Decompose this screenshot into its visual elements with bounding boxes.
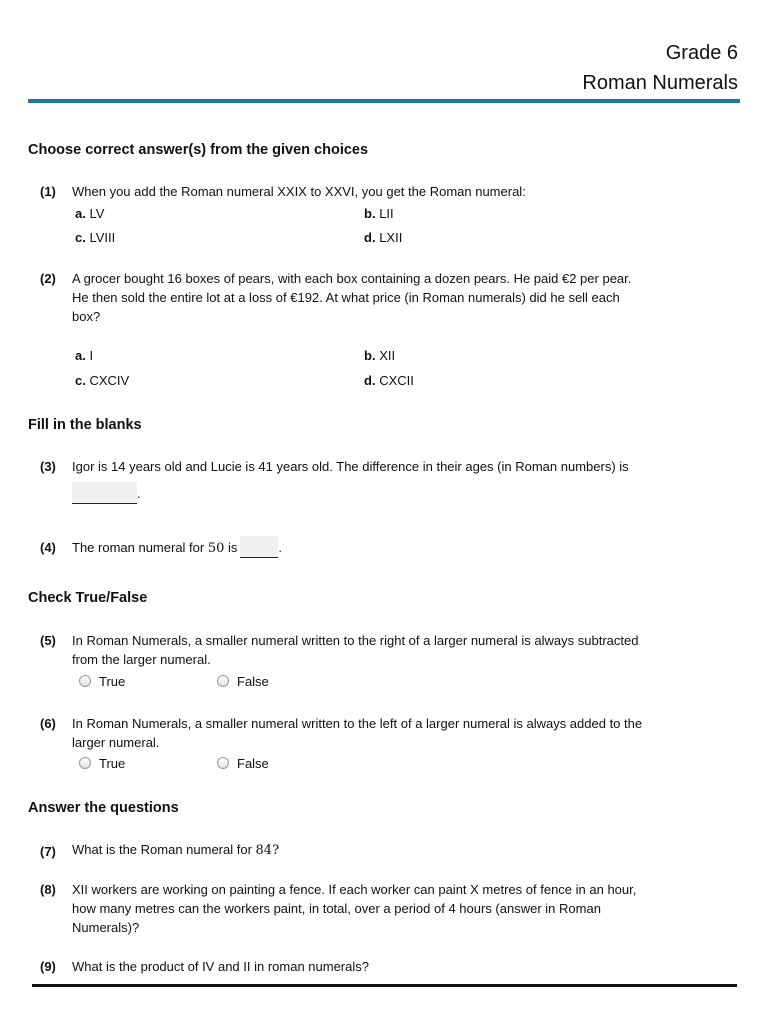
choice-2c[interactable] (75, 373, 129, 388)
radio-button[interactable] (217, 675, 229, 687)
question-text-5: In Roman Numerals, a smaller numeral written to the right of a larger numeral is always subtracted from the larger numeral. (72, 633, 639, 667)
choice-2a[interactable] (75, 348, 93, 363)
choice-letter: c. (75, 373, 86, 388)
question-text-2: A grocer bought 16 boxes of pears, with each box containing a dozen pears. He paid €2 per pear. He then sold the entire lot at a loss of €192. At what price (in Roman numerals) did he sell each box? (72, 271, 632, 324)
question-number-3: (3) (40, 459, 56, 474)
question-text-9: What is the product of IV and II in roman numerals? (72, 959, 369, 974)
choice-text: I (89, 348, 94, 363)
choice-letter: b. (364, 348, 376, 363)
answer-blank-3-row (72, 482, 141, 504)
question-number-9: (9) (40, 959, 56, 974)
sentence-end: . (278, 540, 283, 555)
choice-text: LVIII (89, 230, 116, 245)
option-label: True (99, 756, 126, 771)
question-number-4: (4) (40, 540, 56, 555)
option-true-6[interactable] (79, 756, 125, 771)
header-divider (28, 99, 740, 103)
question-number-8: (8) (40, 882, 56, 897)
answer-blank-3[interactable] (72, 482, 137, 504)
section-heading-mcq: Choose correct answer(s) from the given choices (28, 142, 369, 158)
page-bottom-rule (32, 984, 737, 987)
choice-text: CXCII (379, 373, 414, 388)
choice-2b[interactable] (364, 348, 395, 363)
question-text-6: In Roman Numerals, a smaller numeral written to the left of a larger numeral is always added to the larger numeral. (72, 716, 643, 750)
option-true-5[interactable] (79, 674, 125, 689)
question-text-7 (72, 842, 279, 858)
question-number-2: (2) (40, 271, 56, 286)
radio-button[interactable] (79, 757, 91, 769)
question-number-6: (6) (40, 716, 56, 731)
section-heading-tf: Check True/False (28, 590, 148, 606)
choice-2d[interactable] (364, 373, 414, 388)
radio-button[interactable] (79, 675, 91, 687)
number-84: 84? (255, 843, 280, 858)
option-false-5[interactable] (217, 674, 269, 689)
question-number-5: (5) (40, 633, 56, 648)
choice-1a[interactable] (75, 206, 104, 221)
option-label: False (237, 756, 269, 771)
grade-label: Grade 6 (665, 42, 738, 64)
choice-text: CXCIV (89, 373, 130, 388)
section-heading-answer: Answer the questions (28, 800, 179, 816)
choice-text: LV (89, 206, 105, 221)
sentence-end: . (137, 486, 141, 501)
option-label: False (237, 674, 269, 689)
question-text-4-post: is (228, 540, 238, 555)
choice-letter: a. (75, 206, 86, 221)
option-label: True (99, 674, 126, 689)
question-text-4-pre: The roman numeral for (72, 540, 205, 555)
choice-letter: a. (75, 348, 86, 363)
choice-letter: d. (364, 230, 376, 245)
choice-1b[interactable] (364, 206, 394, 221)
question-number-7: (7) (40, 844, 56, 859)
question-text-1: When you add the Roman numeral XXIX to XXVI, you get the Roman numeral: (72, 184, 526, 199)
question-text-7-pre: What is the Roman numeral for (72, 842, 252, 857)
number-50: 50 (207, 541, 225, 556)
question-text-8: XII workers are working on painting a fence. If each worker can paint X metres of fence in an hour, how many metres can the workers paint, in total, over a period of 4 hours (answer in Roman Numerals)? (72, 882, 637, 935)
choice-letter: d. (364, 373, 376, 388)
option-false-6[interactable] (217, 756, 269, 771)
choice-1c[interactable] (75, 230, 115, 245)
choice-letter: c. (75, 230, 86, 245)
answer-blank-4[interactable] (240, 536, 278, 558)
choice-text: LII (379, 206, 394, 221)
choice-text: XII (379, 348, 396, 363)
topic-title: Roman Numerals (582, 72, 738, 94)
choice-1d[interactable] (364, 230, 402, 245)
section-heading-fill: Fill in the blanks (28, 417, 142, 433)
choice-text: LXII (379, 230, 403, 245)
worksheet-header (582, 38, 738, 98)
choice-letter: b. (364, 206, 376, 221)
question-text-3: Igor is 14 years old and Lucie is 41 years old. The difference in their ages (in Roman numbers) is (72, 459, 629, 474)
question-text-4 (72, 536, 282, 558)
radio-button[interactable] (217, 757, 229, 769)
question-number-1: (1) (40, 184, 56, 199)
